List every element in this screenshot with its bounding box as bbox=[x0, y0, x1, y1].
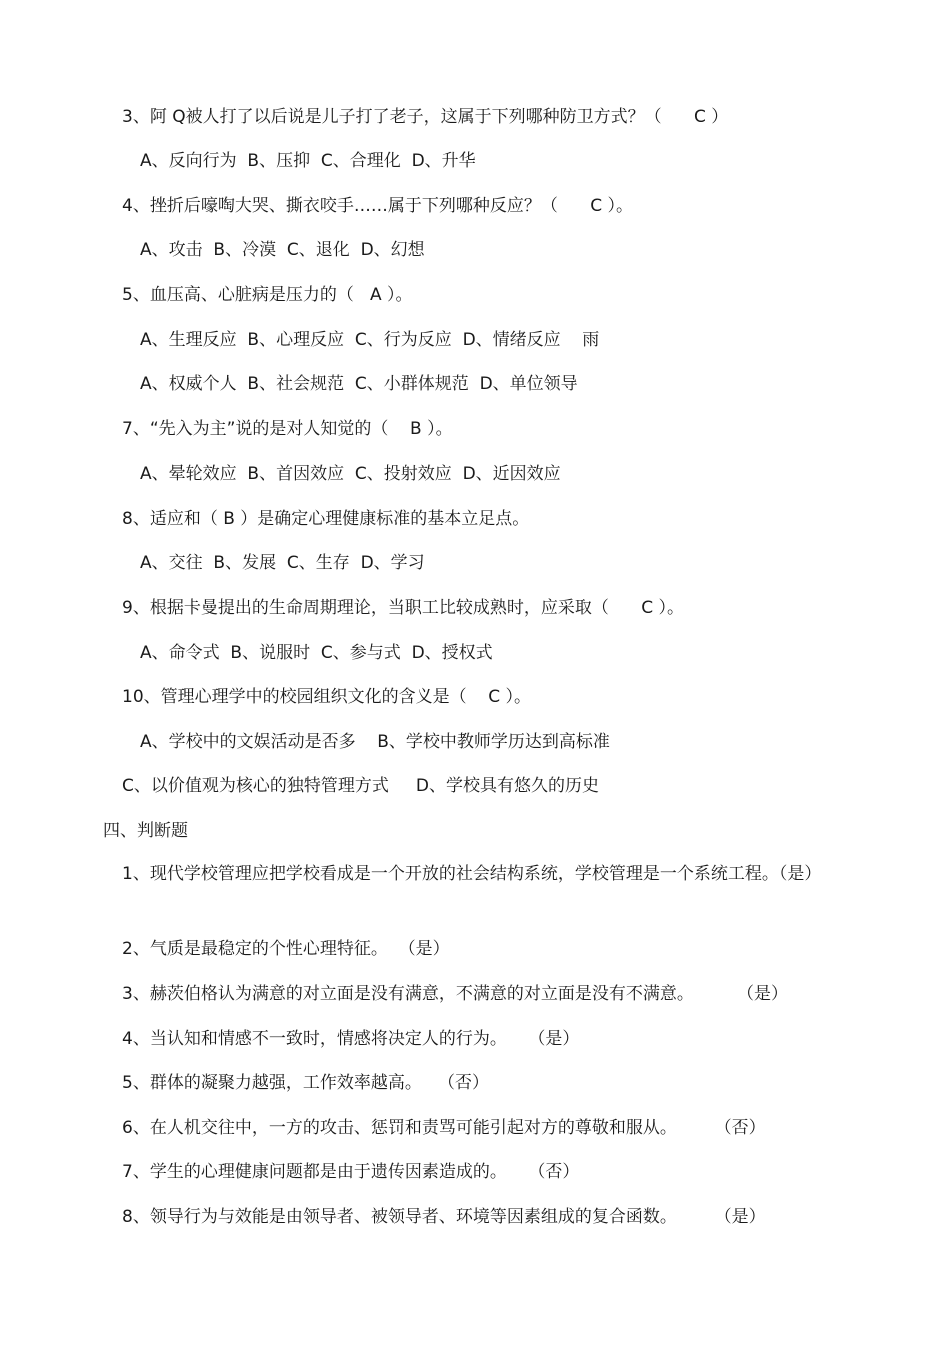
question-3: 3、阿 Q被人打了以后说是儿子打了老子，这属于下列哪种防卫方式？（ C ） bbox=[122, 107, 729, 127]
question-5-options: A、生理反应 B、心理反应 C、行为反应 D、情绪反应 雨 bbox=[140, 330, 600, 350]
question-8-options: A、交往 B、发展 C、生存 D、学习 bbox=[140, 553, 425, 573]
judgment-5: 5、群体的凝聚力越强，工作效率越高。 （否） bbox=[122, 1073, 490, 1093]
question-10-options-cd: C、以价值观为核心的独特管理方式 D、学校具有悠久的历史 bbox=[122, 776, 599, 796]
judgment-1-text: 1、现代学校管理应把学校看成是一个开放的社会结构系统，学校管理是一个系统工程。（是） bbox=[122, 864, 822, 884]
question-5: 5、血压高、心脏病是压力的（ A ）。 bbox=[122, 285, 413, 305]
judgment-4: 4、当认知和情感不一致时，情感将决定人的行为。 （是） bbox=[122, 1029, 580, 1049]
question-3-options: A、反向行为 B、压抑 C、合理化 D、升华 bbox=[140, 151, 476, 171]
question-10-options-ab: A、学校中的文娱活动是否多 B、学校中教师学历达到高标准 bbox=[140, 732, 610, 752]
judgment-1 bbox=[103, 860, 823, 888]
judgment-2: 2、气质是最稳定的个性心理特征。 （是） bbox=[122, 939, 450, 959]
judgment-7: 7、学生的心理健康问题都是由于遗传因素造成的。 （否） bbox=[122, 1162, 580, 1182]
question-8: 8、适应和（ B ）是确定心理健康标准的基本立足点。 bbox=[122, 509, 530, 529]
judgment-8: 8、领导行为与效能是由领导者、被领导者、环境等因素组成的复合函数。 （是） bbox=[122, 1207, 766, 1227]
judgment-6: 6、在人机交往中，一方的攻击、惩罚和责骂可能引起对方的尊敬和服从。 （否） bbox=[122, 1118, 766, 1138]
question-4-options: A、攻击 B、冷漠 C、退化 D、幻想 bbox=[140, 240, 425, 260]
question-9-options: A、命令式 B、说服时 C、参与式 D、授权式 bbox=[140, 643, 493, 663]
question-9: 9、根据卡曼提出的生命周期理论，当职工比较成熟时，应采取（ C ）。 bbox=[122, 598, 685, 618]
question-6-options: A、权威个人 B、社会规范 C、小群体规范 D、单位领导 bbox=[140, 374, 578, 394]
question-7: 7、“先入为主”说的是对人知觉的（ B ）。 bbox=[122, 419, 453, 439]
question-10: 10、管理心理学中的校园组织文化的含义是（ C ）。 bbox=[122, 687, 532, 707]
section-title-judgment: 四、判断题 bbox=[103, 821, 188, 841]
question-7-options: A、晕轮效应 B、首因效应 C、投射效应 D、近因效应 bbox=[140, 464, 561, 484]
question-4: 4、挫折后嚎啕大哭、撕衣咬手……属于下列哪种反应？（ C ）。 bbox=[122, 196, 634, 216]
judgment-3: 3、赫茨伯格认为满意的对立面是没有满意，不满意的对立面是没有不满意。 （是） bbox=[122, 984, 789, 1004]
